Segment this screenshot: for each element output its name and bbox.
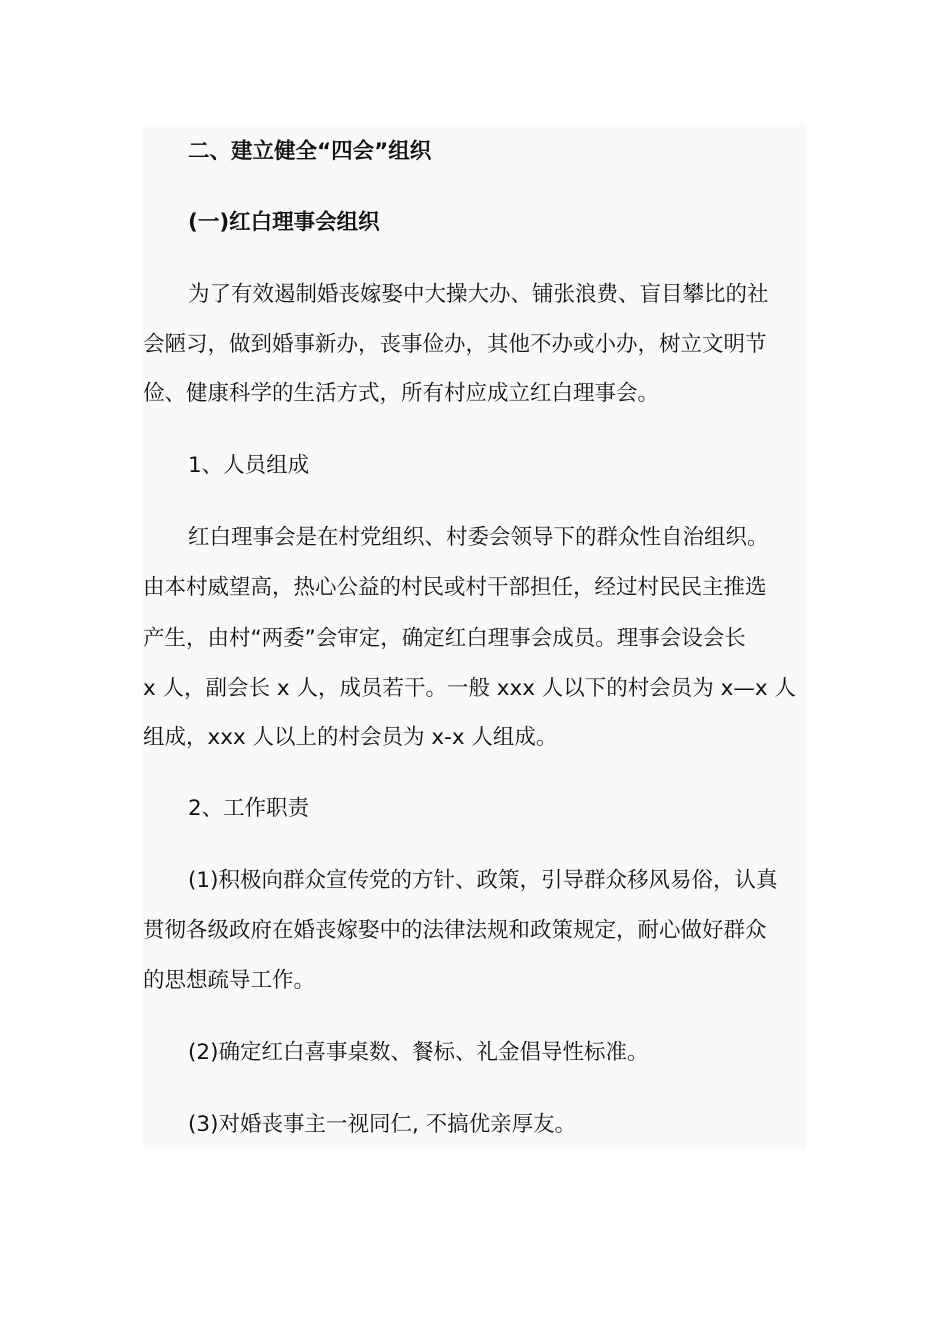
paragraph-line: 红白理事会是在村党组织、村委会领导下的群众性自治组织。 — [188, 525, 769, 550]
subsection-heading: (一)红白理事会组织 — [188, 210, 380, 235]
paragraph-line: (1)积极向群众宣传党的方针、政策，引导群众移风易俗，认真 — [188, 868, 778, 893]
paragraph-line: 贯彻各级政府在婚丧嫁娶中的法律法规和政策规定，耐心做好群众 — [143, 918, 767, 943]
paragraph-line: (2)确定红白喜事桌数、餐标、礼金倡导性标准。 — [188, 1040, 649, 1065]
item-heading: 2、工作职责 — [188, 796, 310, 821]
paragraph-line: 的思想疏导工作。 — [143, 968, 316, 993]
section-heading: 二、建立健全“四会”组织 — [188, 139, 432, 164]
paragraph-line: 为了有效遏制婚丧嫁娶中大操大办、铺张浪费、盲目攀比的社 — [188, 282, 769, 307]
paragraph-line: 由本村威望高，热心公益的村民或村干部担任，经过村民民主推选 — [143, 575, 767, 600]
paragraph-line: 组成，xxx 人以上的村会员为 x-x 人组成。 — [143, 725, 558, 750]
document-page — [143, 124, 806, 1149]
paragraph-line: (3)对婚丧事主一视同仁, 不搞优亲厚友。 — [188, 1112, 577, 1137]
item-heading: 1、人员组成 — [188, 453, 310, 478]
paragraph-line: 俭、健康科学的生活方式，所有村应成立红白理事会。 — [143, 381, 660, 406]
paragraph-line: x 人，副会长 x 人，成员若干。一般 xxx 人以下的村会员为 x—x 人 — [143, 676, 796, 701]
paragraph-line: 产生，由村“两委”会审定，确定红白理事会成员。理事会设会长 — [143, 626, 746, 651]
paragraph-line: 会陋习，做到婚事新办，丧事俭办，其他不办或小办，树立文明节 — [143, 332, 767, 357]
